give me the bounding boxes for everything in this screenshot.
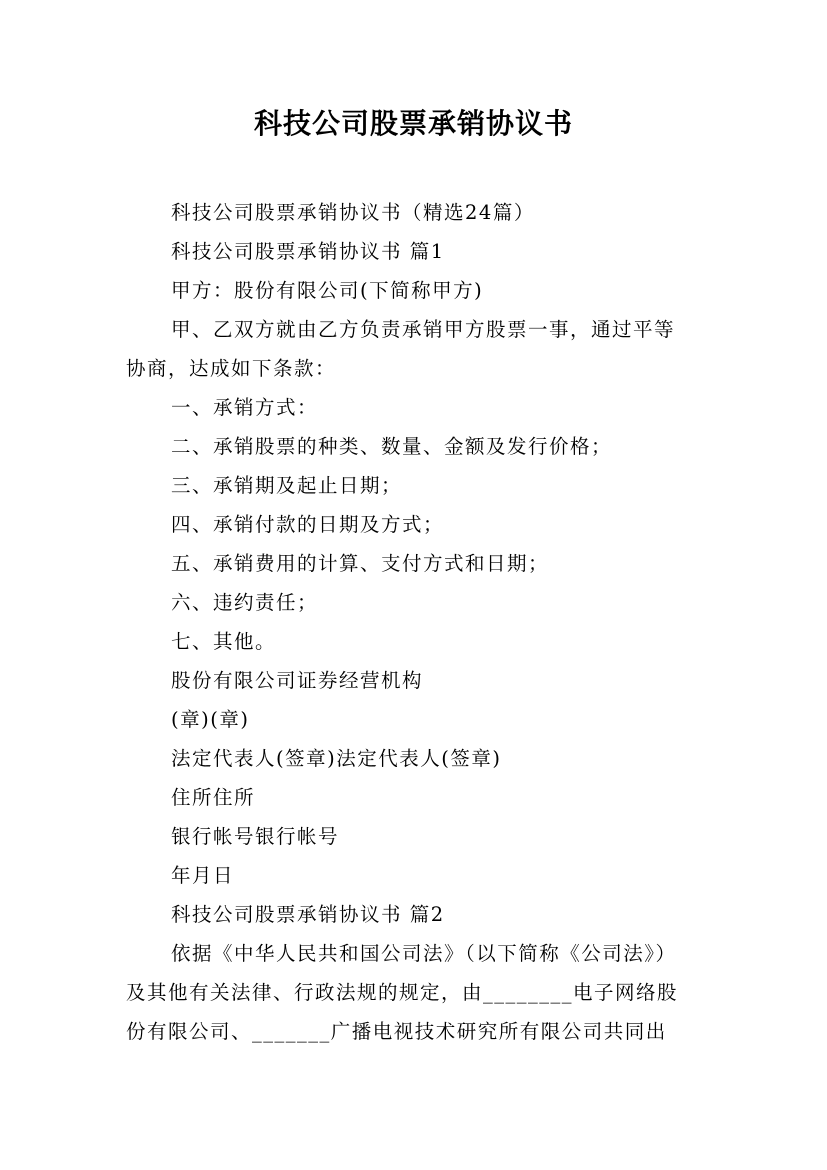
paragraph-line: 及其他有关法律、行政法规的规定，由________电子网络股 <box>126 981 679 1004</box>
paragraph-line: 份有限公司、_______广播电视技术研究所有限公司共同出 <box>126 1020 667 1043</box>
signature-line: 银行帐号银行帐号 <box>171 825 340 848</box>
clause-item: 三、承销期及起止日期； <box>171 474 403 497</box>
paragraph-line: 科技公司股票承销协议书（精选24篇） <box>171 201 535 224</box>
paragraph-line: 甲方：股份有限公司(下简称甲方) <box>171 279 484 302</box>
section-heading: 科技公司股票承销协议书 篇2 <box>171 903 445 926</box>
signature-line: 法定代表人(签章)法定代表人(签章) <box>171 747 502 770</box>
clause-item: 四、承销付款的日期及方式； <box>171 513 445 536</box>
clause-item: 五、承销费用的计算、支付方式和日期； <box>171 552 550 575</box>
signature-line: 住所住所 <box>171 786 256 809</box>
clause-item: 二、承销股票的种类、数量、金额及发行价格； <box>171 435 613 458</box>
document-body <box>126 193 726 1051</box>
paragraph-line: 协商，达成如下条款： <box>126 357 337 380</box>
clause-item: 一、承销方式： <box>171 396 319 419</box>
date-line: 年月日 <box>171 864 235 887</box>
section-heading: 科技公司股票承销协议书 篇1 <box>171 240 445 263</box>
paragraph-line: 甲、乙双方就由乙方负责承销甲方股票一事，通过平等 <box>171 318 676 341</box>
paragraph-line: 依据《中华人民共和国公司法》（以下简称《公司法》） <box>171 942 677 965</box>
document-title: 科技公司股票承销协议书 <box>253 107 573 140</box>
signature-line: (章)(章) <box>171 708 250 731</box>
signature-line: 股份有限公司证券经营机构 <box>171 669 424 692</box>
clause-item: 六、违约责任； <box>171 591 319 614</box>
clause-item: 七、其他。 <box>171 630 277 653</box>
